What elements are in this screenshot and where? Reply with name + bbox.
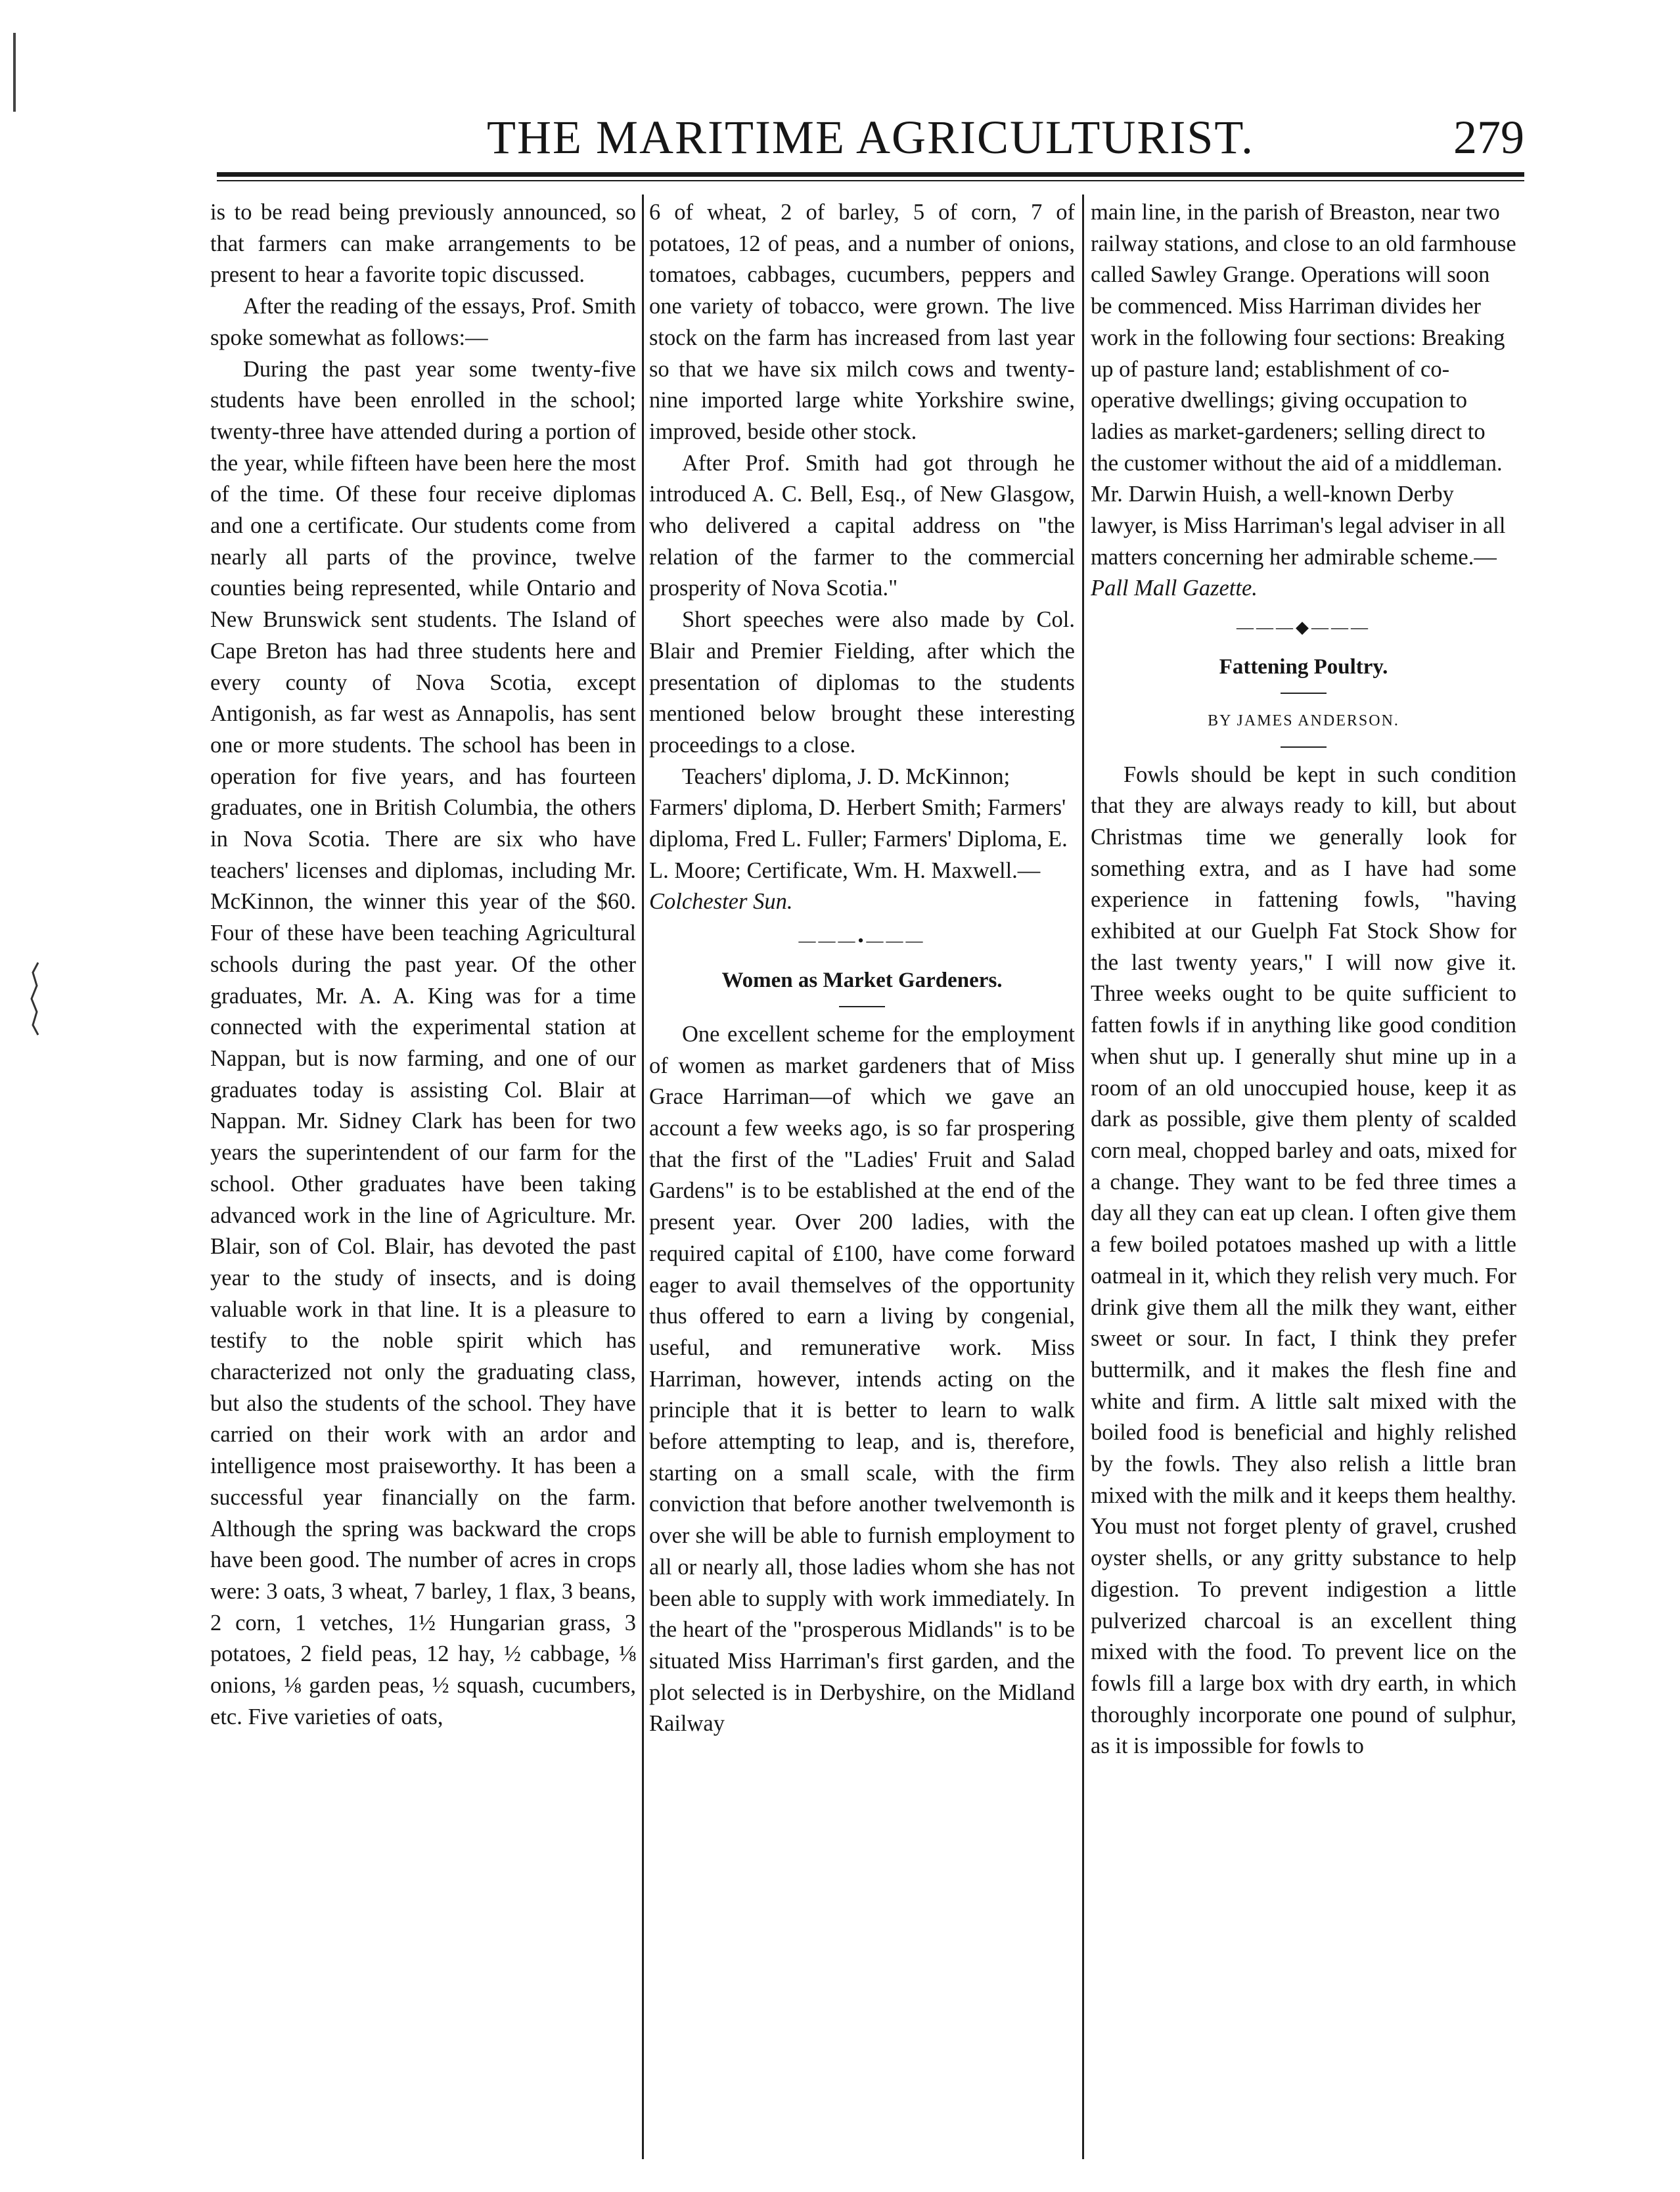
margin-bracket-mark [25, 959, 45, 1038]
column-1 [210, 197, 636, 2155]
source-credit: Colchester Sun. [649, 889, 793, 915]
diploma-list-paragraph [649, 762, 1075, 919]
byline-rule [1281, 746, 1327, 748]
article-continuation-text: main line, in the parish of Breaston, near two railway stations, and close to an old farmhouse called Sawley Grange. Operations will soon be commenced. Miss Harriman divides her work in the following four sections: Breaking up of pasture land; establishment of co-operative dwellings; giving occupation to ladies as market-gardeners; selling direct to the customer without the aid of a middleman. Mr. Darwin Huish, a well-known Derby lawyer, is Miss Harriman's legal adviser in all matters concerning her admirable scheme.— [1091, 200, 1516, 570]
publication-title: THE MARITIME AGRICULTURIST. [487, 111, 1254, 164]
article-continuation-paragraph: is to be read being previously announced, so that farmers can make arrangements to be present to hear a favorite topic discussed. [210, 200, 636, 288]
article-paragraph: During the past year some twenty-five students have been enrolled in the school; twenty-three have attended during a portion of the year, while fifteen have been here the most of the time. Of these four receive diplomas and one a certificate. Our students come from nearly all parts of the province, twelve counties being represented, while Ontario and New Brunswick sent students. The Island of Cape Breton has had three students here and every county of Nova Scotia, except Antigonish, as far west as Annapolis, has sent one or more students. The school has been in operation for five years, and has fourteen graduates, one in British Columbia, the others in Nova Scotia. There are six who have teachers' licenses and diplomas, including Mr. McKinnon, the winner this year of the $60. Four of these have been teaching Agricultural schools during the past year. Of the other graduates, Mr. A. A. King was for a time connected with the experimental station at Nappan, but is now farming, and one of our graduates today is assisting Col. Blair at Nappan. Mr. Sidney Clark has been for two years the superintendent of our farm for the school. Other graduates have been taking advanced work in the line of Agriculture. Mr. Blair, son of Col. Blair, has devoted the past year to the study of insects, and is doing valuable work in that line. It is a pleasure to testify to the noble spirit which has characterized not only the graduating class, but also the students of the school. They have carried on their work with an ardor and intelligence most praiseworthy. It has been a successful year financially on the farm. Although the spring was backward the crops have been good. The number of acres in crops were: 3 oats, 3 wheat, 7 barley, 1 flax, 3 beans, 2 corn, 1 vetches, 1½ Hungarian grass, 3 potatoes, 2 field peas, 12 hay, ½ cabbage, ⅛ onions, ⅛ garden peas, ½ squash, cucumbers, etc. Five varieties of oats, [210, 356, 636, 1729]
article-paragraph: One excellent scheme for the employment of women as market gardeners that of Miss Grace Harriman—of which we gave an account a few weeks ago, is so far prospering that the first of the "Ladies' Fruit and Salad Gardens" is to be established at the end of the present year. Over 200 ladies, with the required capital of £100, have come forward eager to avail themselves of the opportunity thus offered to earn a living by congenial, useful, and remunerative work. Miss Harriman, however, intends acting on the principle that it is better to learn to walk before attempting to leap, and is, therefore, starting on a small scale, with the firm conviction that before another twelvemonth is over she will be able to furnish employment to all or nearly all, those ladies whom she has not been able to supply with work immediately. In the heart of the "prosperous Midlands" is to be situated Miss Harriman's first garden, and the plot selected is in Derbyshire, on the Midland Railway [649, 1021, 1075, 1737]
article-paragraph: Fowls should be kept in such condition that they are always ready to kill, but about Christmas time we generally look for something extra, and as I have had some experience in fattening fowls, "having exhibited at our Guelph Fat Stock Show for the last twenty years," I will now give it. Three weeks ought to be quite sufficient to fatten fowls if in anything like good condition when shut up. I generally shut mine up in a room of an old unoccupied house, keep it as dark as possible, give them plenty of scalded corn meal, chopped barley and oats, mixed for a change. They want to be fed three times a day all they can eat up clean. I often give them a few boiled potatoes mashed up with a little oatmeal in it, which they relish very much. For drink give them all the milk they want, either sweet or sour. In fact, I think they prefer buttermilk, and it makes the flesh fine and white and firm. A little salt mixed with the boiled food is beneficial and highly relished by the fowls. They also relish a little bran mixed with the milk and it keeps them healthy. You must not forget plenty of gravel, crushed oyster shells, or any gritty substance to help digestion. To prevent indigestion a little pulverized charcoal is an excellent thing mixed with the food. To prevent lice on the fowls fill a large box with dry earth, in which thoroughly incorporate one pound of sulphur, as it is impossible for fowls to [1091, 762, 1516, 1759]
column-3 [1091, 197, 1516, 2155]
article-headline: Fattening Poultry. [1219, 655, 1388, 679]
source-credit: Pall Mall Gazette. [1091, 576, 1258, 601]
column-divider-1 [642, 194, 644, 2159]
diploma-list-text: Teachers' diploma, J. D. McKinnon; Farmers' diploma, D. Herbert Smith; Farmers' diploma, Fred L. Fuller; Farmers' Diploma, E. L. Moore; Certificate, Wm. H. Maxwell.— [649, 764, 1068, 883]
headline-rule [839, 1006, 885, 1007]
page-header [217, 110, 1524, 170]
article-byline: BY JAMES ANDERSON. [1208, 712, 1399, 729]
section-ornament: ———◆——— [1237, 618, 1371, 637]
header-rule-thick [217, 172, 1524, 177]
header-rule-thin [217, 180, 1524, 181]
article-headline: Women as Market Gardeners. [721, 969, 1003, 993]
section-ornament: ———•——— [798, 931, 926, 951]
margin-scan-mark [13, 33, 16, 112]
column-divider-2 [1082, 194, 1084, 2159]
article-continuation-paragraph [1091, 197, 1516, 605]
article-continuation-paragraph: 6 of wheat, 2 of barley, 5 of corn, 7 of potatoes, 12 of peas, and a number of onions, tomatoes, cabbages, cucumbers, peppers and one variety of tobacco, were grown. The live stock on the farm has increased from last year so that we have six milch cows and twenty-nine imported large white Yorkshire swine, improved, beside other stock. [649, 200, 1075, 444]
article-paragraph: Short speeches were also made by Col. Blair and Premier Fielding, after which the presentation of diplomas to the students mentioned below brought these interesting proceedings to a close. [649, 607, 1075, 758]
headline-rule [1281, 693, 1327, 694]
page-number: 279 [1453, 111, 1524, 164]
column-2 [649, 197, 1075, 2155]
article-paragraph: After the reading of the essays, Prof. Smith spoke somewhat as follows:— [210, 294, 636, 350]
article-paragraph: After Prof. Smith had got through he introduced A. C. Bell, Esq., of New Glasgow, who delivered a capital address on "the relation of the farmer to the commercial prosperity of Nova Scotia." [649, 450, 1075, 601]
